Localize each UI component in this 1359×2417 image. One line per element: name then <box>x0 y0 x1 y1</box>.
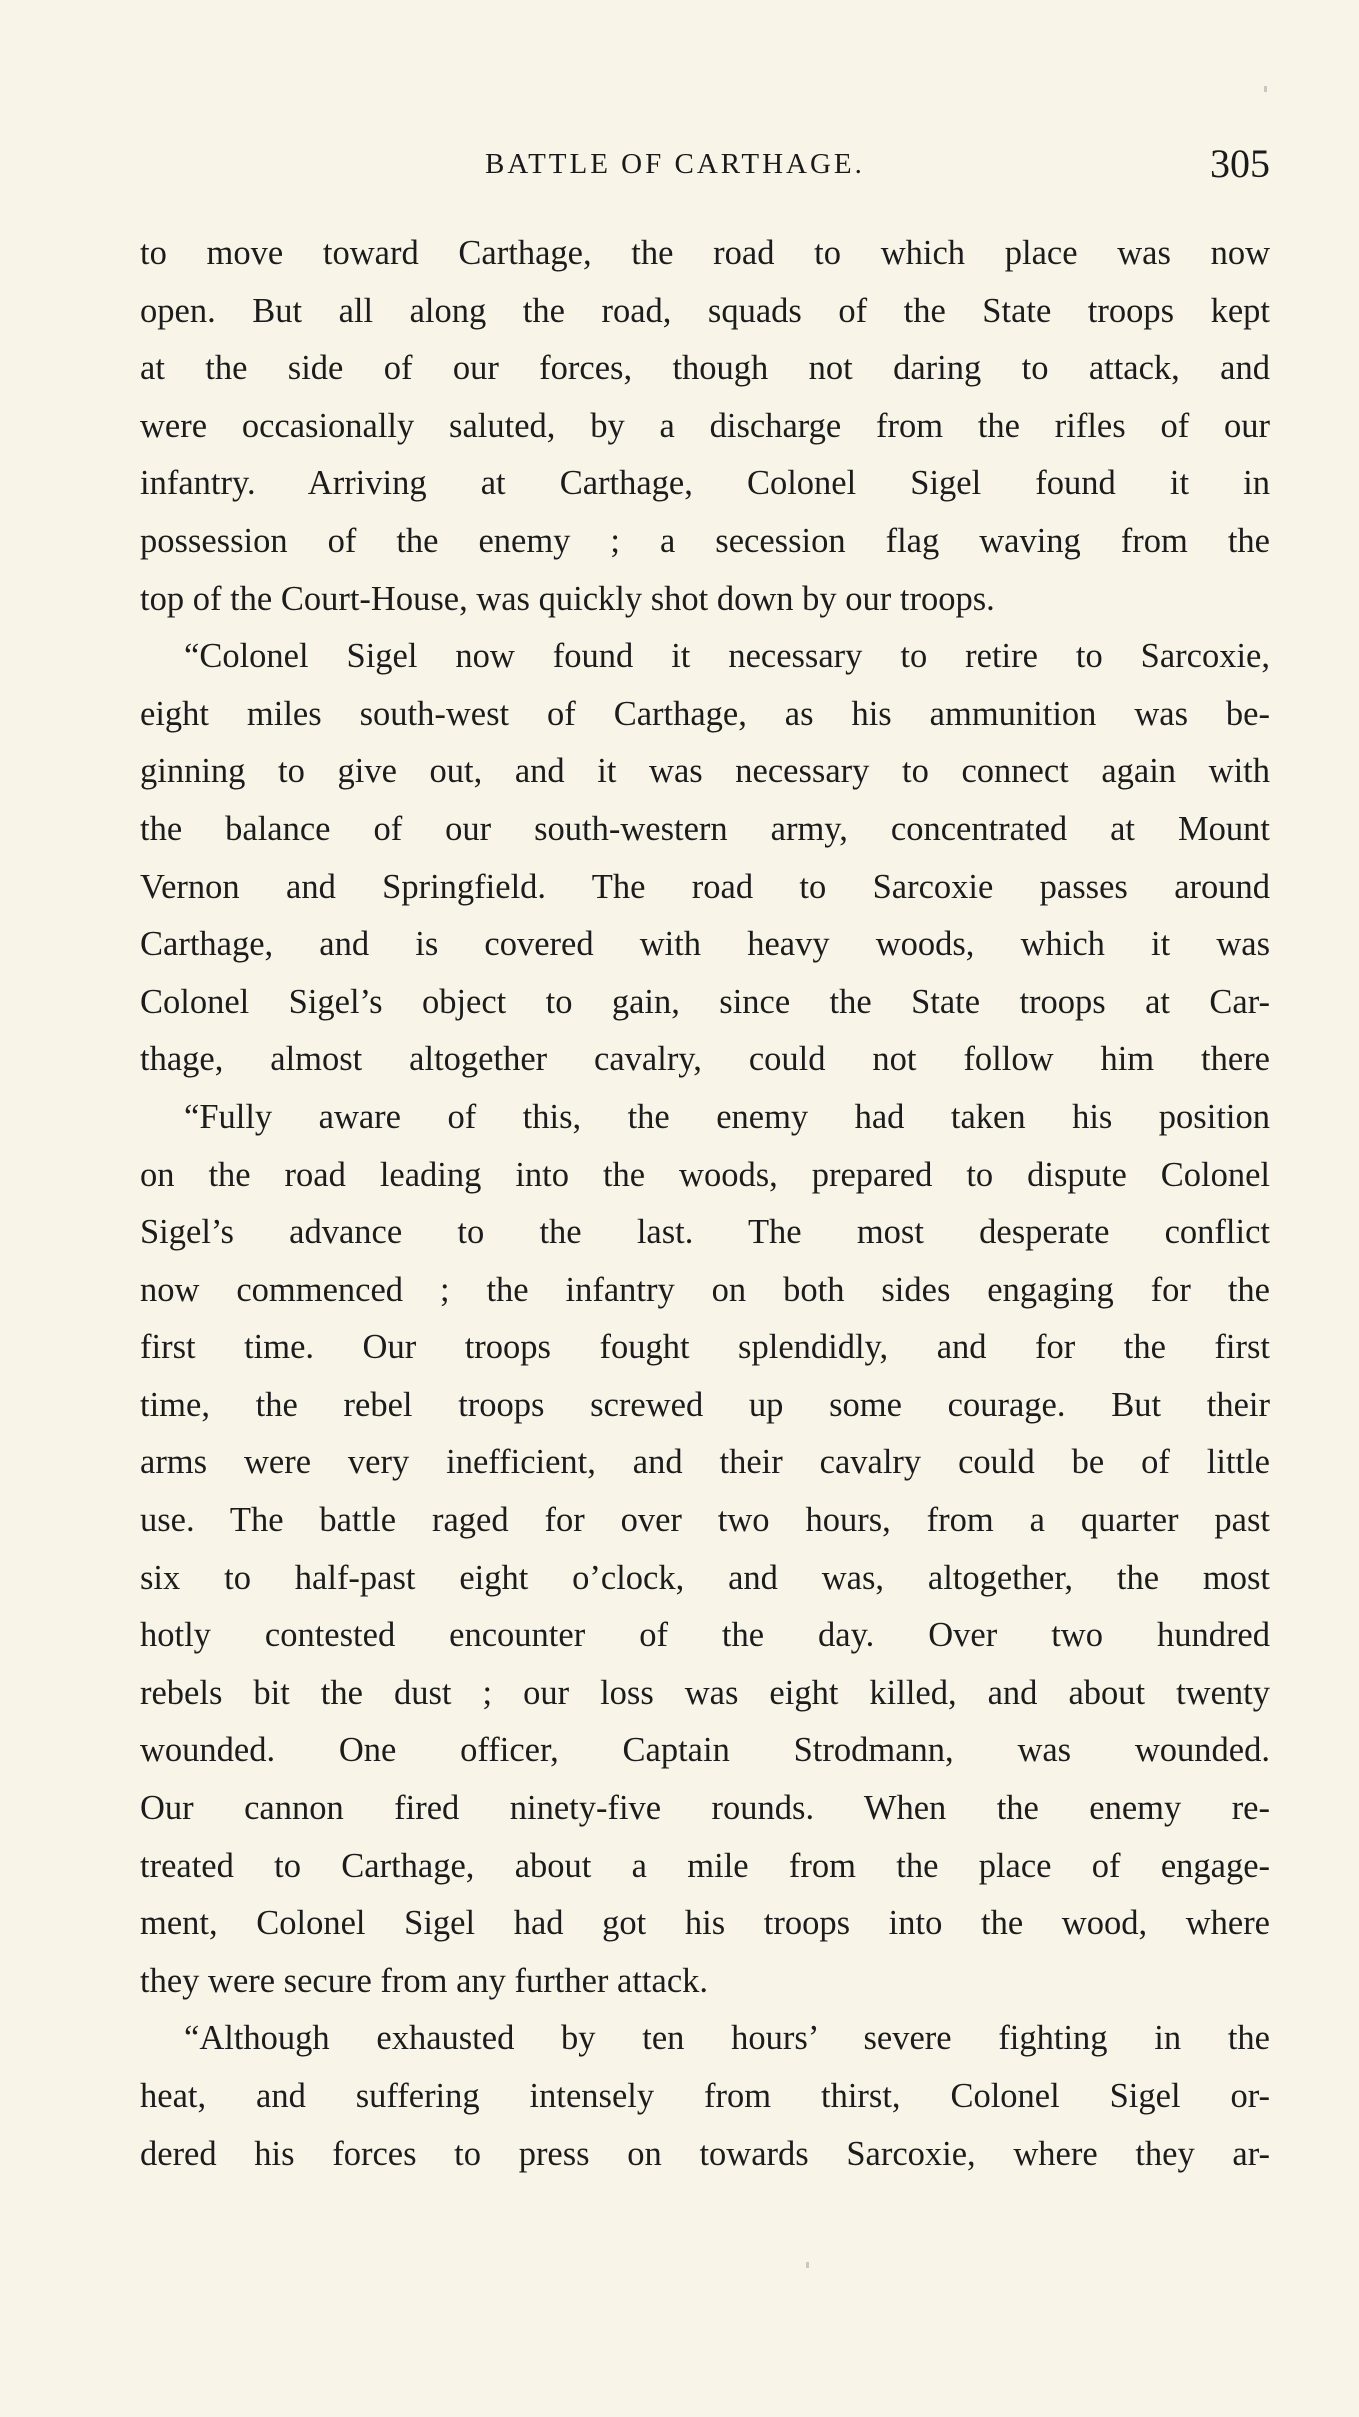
text-line: arms were very inefficient, and their cavalry could be of little <box>140 1443 1270 1482</box>
text-line: six to half-past eight o’clock, and was, altogether, the most <box>140 1558 1270 1597</box>
text-line: use. The battle raged for over two hours, from a quarter past <box>140 1501 1270 1540</box>
text-line: ment, Colonel Sigel had got his troops into the wood, where <box>140 1904 1270 1943</box>
text-line: Vernon and Springfield. The road to Sarcoxie passes around <box>140 867 1270 906</box>
paragraph-start-line: “Fully aware of this, the enemy had taken his position <box>184 1097 1270 1136</box>
text-line: now commenced ; the infantry on both sides engaging for the <box>140 1270 1270 1309</box>
body-text <box>140 225 1270 2183</box>
text-line: Carthage, and is covered with heavy woods, which it was <box>140 925 1270 964</box>
text-line: eight miles south-west of Carthage, as his ammunition was be- <box>140 694 1270 733</box>
text-line: treated to Carthage, about a mile from the place of engage- <box>140 1846 1270 1885</box>
text-line: ginning to give out, and it was necessary to connect again with <box>140 752 1270 791</box>
text-line: on the road leading into the woods, prepared to dispute Colonel <box>140 1155 1270 1194</box>
text-line: infantry. Arriving at Carthage, Colonel Sigel found it in <box>140 464 1270 503</box>
text-line: first time. Our troops fought splendidly, and for the first <box>140 1328 1270 1367</box>
paragraph-start-line: “Although exhausted by ten hours’ severe fighting in the <box>184 2019 1270 2058</box>
text-line: they were secure from any further attack. <box>140 1961 709 2000</box>
text-line: Sigel’s advance to the last. The most desperate conflict <box>140 1213 1270 1252</box>
text-line: the balance of our south-western army, concentrated at Mount <box>140 809 1270 848</box>
text-line: were occasionally saluted, by a discharge from the rifles of our <box>140 406 1270 445</box>
text-line: Colonel Sigel’s object to gain, since the State troops at Car- <box>140 982 1270 1021</box>
text-line: possession of the enemy ; a secession flag waving from the <box>140 521 1270 560</box>
text-line: Our cannon fired ninety-five rounds. When the enemy re- <box>140 1789 1270 1828</box>
text-line: open. But all along the road, squads of the State troops kept <box>140 291 1270 330</box>
paper-speck <box>1264 86 1267 92</box>
text-line: top of the Court-House, was quickly shot down by our troops. <box>140 579 995 618</box>
page-header <box>140 140 1270 190</box>
text-line: heat, and suffering intensely from thirst, Colonel Sigel or- <box>140 2077 1270 2115</box>
text-line: dered his forces to press on towards Sarcoxie, where they ar- <box>140 2134 1270 2173</box>
text-line: thage, almost altogether cavalry, could not follow him there <box>140 1040 1270 1079</box>
text-line: at the side of our forces, though not daring to attack, and <box>140 349 1270 388</box>
page-number: 305 <box>1210 141 1270 186</box>
paper-speck <box>806 2262 809 2268</box>
text-line: rebels bit the dust ; our loss was eight killed, and about twenty <box>140 1673 1270 1712</box>
paragraph-start-line: “Colonel Sigel now found it necessary to retire to Sarcoxie, <box>184 637 1270 676</box>
text-line: time, the rebel troops screwed up some courage. But their <box>140 1385 1270 1424</box>
text-line: to move toward Carthage, the road to which place was now <box>140 234 1270 272</box>
text-line: wounded. One officer, Captain Strodmann, was wounded. <box>140 1731 1270 1770</box>
running-title: BATTLE OF CARTHAGE. <box>485 148 865 180</box>
text-line: hotly contested encounter of the day. Over two hundred <box>140 1616 1270 1655</box>
